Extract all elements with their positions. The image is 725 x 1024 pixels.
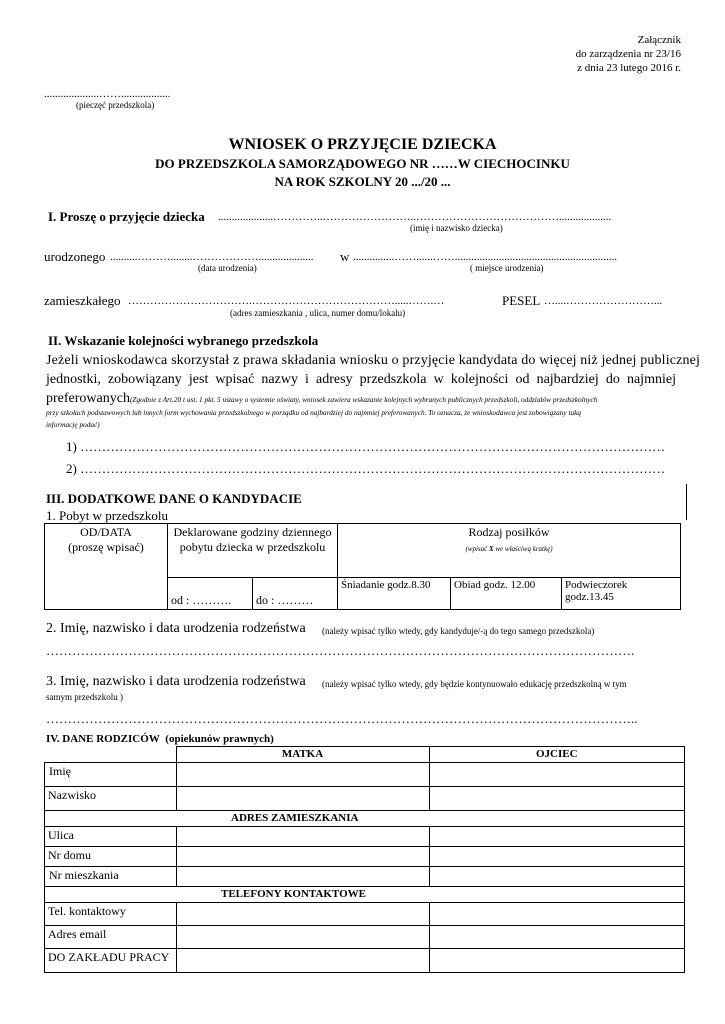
stay-col-meals bbox=[338, 524, 681, 578]
meal-breakfast-checkbox[interactable]: Śniadanie godz.8.30 bbox=[338, 578, 451, 610]
stay-from-field[interactable]: od : ………. bbox=[168, 578, 253, 610]
continuing-siblings-hint-2: samym przedszkolu ) bbox=[46, 692, 123, 702]
father-workplace-field[interactable] bbox=[429, 949, 685, 973]
mother-workplace-field[interactable] bbox=[176, 949, 429, 973]
preferred-school-1-field[interactable]: 1) ……………………………………………………………………………………………………………………… bbox=[66, 439, 666, 454]
stay-subheading: 1. Pobyt w przedszkolu bbox=[46, 508, 169, 523]
section2-paragraph-line1: Jeżeli wnioskodawca skorzystał z prawa składania wniosku o przyjęcie kandydata do więcej niż jednej publicznej bbox=[46, 353, 701, 368]
stay-to-field[interactable]: do : ……… bbox=[253, 578, 338, 610]
stay-col-date-hint: (proszę wpisać) bbox=[68, 540, 144, 554]
father-street-field[interactable] bbox=[429, 827, 685, 847]
siblings-hint: (należy wpisać tylko wtedy, gdy kandyduje/-ą do tego samego przedszkola) bbox=[322, 626, 595, 636]
annex-regulation: do zarządzenia nr 23/16 bbox=[575, 48, 681, 60]
phone-label: Tel. kontaktowy bbox=[45, 903, 177, 926]
mother-last-name-field[interactable] bbox=[176, 787, 429, 811]
siblings-field[interactable]: ………………………………………………………………………………………………………………………. bbox=[46, 643, 635, 658]
section2-legal-note-2: przy szkołach podstawowych lub innych form wychowania przedszkolnego w porządku od najbardziej do najmniej preferowanych. To oznacza, że wnioskodawca jest zobowiązany taką bbox=[46, 408, 582, 417]
house-number-label: Nr domu bbox=[45, 847, 177, 867]
school-year: NA ROK SZKOLNY 20 .../20 ... bbox=[274, 174, 451, 189]
siblings-heading: 2. Imię, nazwisko i data urodzenia rodzeństwa bbox=[46, 621, 306, 636]
section3-heading: III. DODATKOWE DANE O KANDYDACIE bbox=[46, 491, 302, 506]
father-house-number-field[interactable] bbox=[429, 847, 685, 867]
birth-place-field[interactable]: ...............……......……........................................................... bbox=[353, 251, 617, 263]
birth-place-hint: ( miejsce urodzenia) bbox=[470, 263, 544, 273]
preferred-school-2-field[interactable]: 2) ……………………………………………………………………………………………………………………… bbox=[66, 461, 666, 476]
resides-label: zamieszkałego bbox=[44, 293, 121, 308]
section2-paragraph-line3: preferowanych bbox=[46, 391, 130, 406]
section4-heading: IV. DANE RODZICÓW (opiekunów prawnych) bbox=[46, 733, 274, 745]
section1-heading: I. Proszę o przyjęcie dziecka bbox=[48, 209, 205, 224]
last-name-label: Nazwisko bbox=[45, 787, 177, 811]
mother-flat-number-field[interactable] bbox=[176, 867, 429, 887]
stay-col-date-title: OD/DATA bbox=[80, 525, 132, 539]
parents-table bbox=[44, 746, 685, 973]
stay-col-meals-hint: (wpisać X we właściwą kratkę) bbox=[465, 545, 553, 553]
father-email-field[interactable] bbox=[429, 926, 685, 949]
stamp-label: (pieczęć przedszkola) bbox=[76, 100, 155, 110]
father-first-name-field[interactable] bbox=[429, 763, 685, 787]
annex-date: z dnia 23 lutego 2016 r. bbox=[577, 62, 681, 74]
form-subtitle: DO PRZEDSZKOLA SAMORZĄDOWEGO NR ……W CIECHOCINKU bbox=[155, 156, 570, 171]
section2-paragraph-line2: jednostki, zobowiązany jest wpisać nazwy i adresy przedszkola w kolejności od najbardziej do najmniej bbox=[46, 372, 676, 387]
mother-phone-field[interactable] bbox=[176, 903, 429, 926]
section4-heading-sub: (opiekunów prawnych) bbox=[165, 733, 274, 745]
stay-col-meals-title: Rodzaj posiłków bbox=[468, 525, 550, 539]
born-label: urodzonego bbox=[44, 249, 106, 264]
father-phone-field[interactable] bbox=[429, 903, 685, 926]
pesel-label: PESEL bbox=[502, 293, 541, 308]
pesel-field[interactable]: …....……………………... bbox=[544, 295, 663, 307]
birth-date-hint: (data urodzenia) bbox=[198, 263, 257, 273]
meal-snack-checkbox[interactable]: Podwieczorek godz.13.45 bbox=[562, 578, 681, 610]
street-label: Ulica bbox=[45, 827, 177, 847]
flat-number-label: Nr mieszkania bbox=[45, 867, 177, 887]
form-title: WNIOSEK O PRZYJĘCIE DZIECKA bbox=[228, 136, 497, 153]
margin-line bbox=[686, 484, 687, 520]
mother-first-name-field[interactable] bbox=[176, 763, 429, 787]
address-section-header: ADRES ZAMIESZKANIA bbox=[45, 811, 685, 827]
email-label: Adres email bbox=[45, 926, 177, 949]
stay-col-hours: Deklarowane godziny dziennego pobytu dziecka w przedszkolu bbox=[168, 524, 338, 578]
section2-heading: II. Wskazanie kolejności wybranego przedszkola bbox=[48, 333, 319, 348]
section2-legal-note: (Zgodnie z Art.20 t ust. 1 pkt. 5 ustawy o systemie oświaty, wniosek zawiera wskazanie kolejnych wybranych publicznych przedszkoli, oddziałów przedszkolnych bbox=[130, 395, 598, 404]
mother-column-header: MATKA bbox=[176, 747, 429, 763]
stay-col-date bbox=[45, 524, 168, 610]
father-column-header: OJCIEC bbox=[429, 747, 685, 763]
father-last-name-field[interactable] bbox=[429, 787, 685, 811]
child-name-hint: (imię i nazwisko dziecka) bbox=[410, 223, 503, 233]
mother-house-number-field[interactable] bbox=[176, 847, 429, 867]
w-label: w bbox=[340, 249, 350, 264]
mother-email-field[interactable] bbox=[176, 926, 429, 949]
address-hint: (adres zamieszkania , ulica, numer domu/lokalu) bbox=[230, 308, 406, 318]
address-field[interactable]: …………………………….………………………………….....…….… bbox=[128, 295, 445, 307]
father-flat-number-field[interactable] bbox=[429, 867, 685, 887]
child-name-field[interactable]: ....................…………..……………………..…………………………………................... bbox=[218, 211, 612, 223]
phones-section-header: TELEFONY KONTAKTOWE bbox=[45, 887, 685, 903]
birth-date-field[interactable]: ..........………........……………….................... bbox=[110, 251, 314, 263]
stamp-dots: ....................…….................. bbox=[44, 88, 171, 100]
section2-legal-note-3: informację podać) bbox=[46, 420, 100, 429]
first-name-label: Imię bbox=[45, 763, 177, 787]
continuing-siblings-heading: 3. Imię, nazwisko i data urodzenia rodzeństwa bbox=[46, 674, 306, 689]
mother-street-field[interactable] bbox=[176, 827, 429, 847]
workplace-label: DO ZAKŁADU PRACY bbox=[45, 949, 177, 973]
continuing-siblings-field[interactable]: ……………………………………………………………………………………………………………………….. bbox=[46, 711, 638, 726]
annex-label: Załącznik bbox=[637, 34, 681, 46]
stay-table bbox=[44, 523, 681, 610]
meal-lunch-checkbox[interactable]: Obiad godz. 12.00 bbox=[451, 578, 562, 610]
continuing-siblings-hint: (należy wpisać tylko wtedy, gdy będzie kontynuowało edukację przedszkolną w tym bbox=[322, 679, 627, 689]
